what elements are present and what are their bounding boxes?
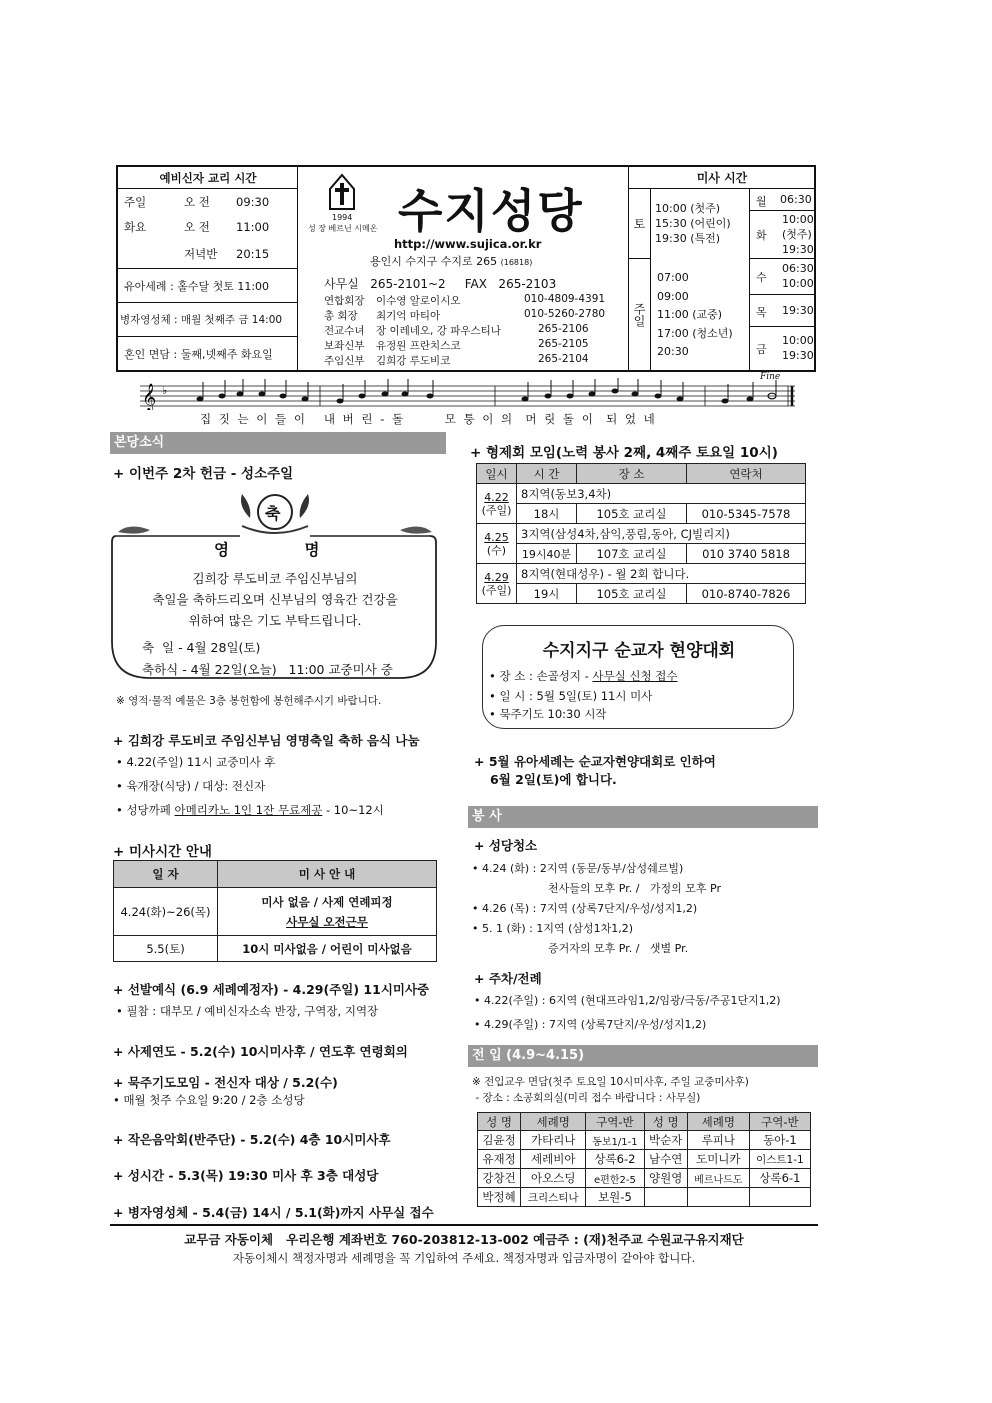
parish-logo-icon [328,173,356,213]
date-cell: 4.24(화)~26(목) [114,888,218,936]
mass-times-panel [628,167,814,370]
offering-note: ※ 영적·물적 예물은 3층 봉헌함에 봉헌해주시기 바랍니다. [116,695,382,707]
mass-guide-table [113,860,437,962]
brotherhood-table [476,463,806,604]
svg-text:♭: ♭ [162,384,168,397]
cleaning-title: + 성당청소 [474,838,538,853]
table-row [477,484,806,504]
col-header: 일시 [477,464,517,484]
baptismal-name-cell: 세레비아 [521,1150,586,1169]
weekday-row [750,327,816,370]
footer-account: 교무금 자동이체 우리은행 계좌번호 760-203812-13-002 예금주 : (재)천주교 수원교구유지재단 [184,1232,744,1247]
phone-cell: 010 3740 5818 [687,544,806,564]
service-header: 봉 사 [468,806,818,828]
table-header-row [114,861,437,888]
infant-baptism-info: 유아세례 : 홀수달 첫토 11:00 [118,269,298,303]
postal-code: (16818) [500,258,533,267]
catechism-row [118,214,298,239]
sunday-times [657,269,733,362]
table-row [477,544,806,564]
martyr-date: • 일 시 : 5월 5일(토) 11시 미사 [489,689,653,703]
date-text: 4.29 [484,570,509,584]
footer-note: 자동이체시 책정자명과 세례명을 꼭 기입하여 주세요. 책정자명과 입금자명이 같아야 합니다. [232,1251,696,1265]
transfer-header: 전 입 (4.9~4.15) [468,1045,818,1067]
mass-time: 10:00 [782,213,814,226]
table-row [478,1188,811,1207]
guide-text: 미사 없음 / 사제 연례피정 [261,894,393,909]
brotherhood-title: + 형제회 모임(노력 봉사 2째, 4째주 토요일 10시) [470,445,778,461]
area-cell: 상록6-2 [586,1150,644,1169]
guide-text: 사무실 오전근무 [286,914,368,929]
mass-time: 10:00 (첫주) [655,202,721,215]
baptism-notice: + 5월 유아세례는 순교자현양대회로 인하여 [474,754,716,769]
name-cell: 양원영 [644,1169,687,1188]
catechism-ampm: 저녁반 [184,246,218,261]
parking-item: • 4.29(주일) : 7지역 (상록7단지/우성/성지1,2) [474,1018,707,1031]
transfer-note: - 장소 : 소공회의실(미리 접수 바랍니다 : 사무실) [472,1092,701,1104]
area-cell: 보원-5 [586,1188,644,1207]
bullet-highlight: 사무실 신청 접수 [592,669,678,683]
baptismal-name-cell [687,1188,749,1207]
music-lyrics: 집 짓 는 이 들 이 내 버 린 - 돌 모 퉁 이 의 머 릿 돌 이 되 었 네 [200,412,657,426]
name-cell: 남수연 [644,1150,687,1169]
martyr-rally-title: 수지지구 순교자 현양대회 [542,641,736,661]
catechism-time: 11:00 [236,219,270,234]
martyr-rosary: • 묵주기도 10:30 시작 [489,707,607,721]
table-row [478,1150,811,1169]
feast-message-line: 위하여 많은 기도 부탁드립니다. [188,613,362,628]
name-cell: 김윤정 [478,1131,521,1150]
baptismal-name-cell: 아오스딩 [521,1169,586,1188]
catechism-day: 화요 [124,219,147,234]
staff-phone: 010-4809-4391 [524,293,606,305]
time-cell: 19시40분 [517,544,577,564]
parking-title: + 주차/전례 [474,971,542,986]
name-cell: 박순자 [644,1131,687,1150]
cleaning-item: • 4.24 (화) : 2지역 (동문/동부/삼성쉐르빌) [472,862,684,875]
table-row [477,564,806,584]
col-header: 미 사 안 내 [218,861,437,888]
col-header: 연락처 [687,464,806,484]
guide-cell [218,888,437,936]
mass-time: 19:30 (특전) [655,232,721,245]
staff-role: 보좌신부 [324,340,365,352]
table-header-row [477,464,806,484]
weekday-label: 목 [756,306,767,319]
weekday-row [750,259,816,295]
place-cell: 105호 교리실 [577,584,687,604]
name-cell [644,1188,687,1207]
weekday-time-list [782,261,814,291]
date-cell: 5.5(토) [114,936,218,962]
mass-time: 10:00 [782,334,814,347]
time-cell: 19시 [517,584,577,604]
rosary-sub: • 매월 첫주 수요일 9:20 / 2층 소성당 [113,1093,305,1107]
phone-cell: 010-8740-7826 [687,584,806,604]
area-cell: 8지역(현대성우) - 월 2회 합니다. [517,564,806,584]
baptismal-name-cell: 크리스티나 [521,1188,586,1207]
area-cell: 동보1/1-1 [586,1131,644,1150]
feast-badge: 축 [265,504,281,523]
place-cell: 107호 교리실 [577,544,687,564]
staff-role: 연합회장 [324,295,365,307]
saturday-times [655,201,731,246]
transfer-table [477,1112,811,1207]
table-row [114,936,437,962]
feast-message-line: 김희강 루도비코 주임신부님의 [192,571,358,586]
place-cell: 105호 교리실 [577,504,687,524]
mass-time: 17:00 (청소년) [657,326,733,340]
bullet-text: - 10~12시 [322,803,384,817]
date-text: 4.25 [484,530,509,544]
cleaning-item-sub: 천사들의 모후 Pr. / 가정의 모후 Pr [548,882,721,895]
mass-time: 09:00 [657,289,689,303]
feast-message-line: 축일을 축하드리오며 신부님의 영육간 건강을 [152,592,398,607]
area-cell [749,1188,810,1207]
martyr-place [489,668,677,684]
feast-food-bullet: • 육개장(식당) / 대상: 전신자 [116,779,266,793]
mass-guide-title: + 미사시간 안내 [113,844,212,860]
baptismal-name-cell: 루피나 [687,1131,749,1150]
guide-cell: 10시 미사없음 / 어린이 미사없음 [218,936,437,962]
col-header: 성 명 [644,1113,687,1131]
selection-rite-sub: • 필참 : 대부모 / 예비신자소속 반장, 구역장, 지역장 [116,1004,379,1018]
weekday-label: 금 [756,343,767,356]
weekday-row [750,295,816,327]
staff-name: 유정원 프란치스코 [376,340,461,352]
mass-time: 07:00 [657,271,689,284]
feast-date: 축 일 - 4월 28일(토) [142,640,261,655]
area-cell: 3지역(삼성4차,삼익,풍림,동아, CJ빌리지) [517,524,806,544]
parish-panel [298,167,628,370]
cleaning-item-sub: 증거자의 모후 Pr. / 샛별 Pr. [548,942,689,955]
day-text: (수) [486,543,507,557]
area-cell: e편한2-5 [586,1169,644,1188]
table-row [477,524,806,544]
table-row [478,1169,811,1188]
parish-patron: 성 장 베르닌 시메온 [308,224,378,233]
footer-divider [110,1224,818,1226]
staff-name: 이수영 알로이시오 [376,295,461,307]
baptismal-name-cell: 가타리나 [521,1131,586,1150]
feast-mass: 축하식 - 4월 22일(오늘) 11:00 교중미사 중 [142,662,393,677]
music-score [140,372,800,428]
catechism-row [118,239,298,269]
weekday-times [749,189,815,370]
feast-message [110,568,440,631]
saturday-label: 토 [629,189,651,259]
table-row [477,504,806,524]
weekday-label: 화 [756,229,767,242]
catechism-ampm: 오 전 [184,219,210,234]
weekday-label: 수 [756,271,767,284]
mass-time: 19:30 [782,349,814,362]
address-text: 용인시 수지구 수지로 265 [370,255,498,268]
svg-text:𝄞: 𝄞 [142,383,157,410]
table-row [114,888,437,936]
date-cell [477,484,517,524]
baptism-notice-2: 6월 2일(토)에 합니다. [490,772,617,787]
marriage-info: 혼인 면담 : 둘째,넷째주 화요일 [124,347,273,361]
staff-name: 장 이레네오, 강 파우스티나 [376,325,501,337]
date-text: 4.22 [484,490,509,504]
weekday-time-list [782,212,814,257]
catechism-panel [118,167,298,370]
col-header: 시 간 [517,464,577,484]
phone-cell: 010-5345-7578 [687,504,806,524]
area-cell: 상록6-1 [749,1169,810,1188]
second-collection-item: + 이번주 2차 헌금 - 성소주일 [113,466,294,482]
rosary-title: + 묵주기도모임 - 전신자 대상 / 5.2(수) [113,1075,338,1090]
date-cell [477,524,517,564]
bullet-text: • 장 소 : 손골성지 - [489,669,593,683]
bullet-text: • 성당까페 [116,803,175,817]
feast-food-bullet: • 4.22(주일) 11시 교중미사 후 [116,755,276,769]
music-staff-icon [140,378,800,410]
staff-role: 총 회장 [324,310,358,322]
mass-time: 20:30 [657,345,689,358]
catechism-time: 09:30 [236,194,270,209]
bulletin-header [116,165,816,372]
mass-time: 19:30 [782,304,814,317]
sick-communion-info: 병자영성체 : 매월 첫째주 금 14:00 [118,303,298,337]
parish-address [370,253,532,269]
staff-role: 전교수녀 [324,325,365,337]
holy-hour-item: + 성시간 - 5.3(목) 19:30 미사 후 3층 대성당 [113,1168,379,1183]
catechism-ampm: 오 전 [184,194,210,209]
mass-times-title: 미사 시간 [629,167,815,189]
feast-title: 영 명 [214,541,320,559]
area-cell: 동아-1 [749,1131,810,1150]
parish-year: 1994 [332,213,353,222]
area-cell: 이스트1-1 [749,1150,810,1169]
date-cell [477,564,517,604]
fine-mark: Fine [760,372,781,382]
weekday-row [750,189,816,211]
staff-phone: 265-2106 [538,323,589,335]
memorial-item: + 사제연도 - 5.2(수) 10시미사후 / 연도후 연령회의 [113,1044,408,1059]
name-cell: 강창건 [478,1169,521,1188]
staff-name: 김희강 루도비코 [376,355,451,367]
feast-food-title: + 김희강 루도비코 주임신부님 영명축일 축하 음식 나눔 [113,733,420,748]
martyr-rally-box [482,625,794,729]
feast-card [110,492,440,682]
sick-communion-item: + 병자영성체 - 5.4(금) 14시 / 5.1(화)까지 사무실 접수 [113,1205,434,1220]
baptismal-name-cell: 베르나드도 [687,1169,749,1188]
weekday-row [750,211,816,259]
catechism-time: 20:15 [236,246,270,261]
transfer-note: ※ 전입교우 면담(첫주 토요일 10시미사후, 주일 교중미사후) [472,1076,749,1088]
staff-phone: 265-2105 [538,338,589,350]
office-phone: 사무실 265-2101~2 FAX 265-2103 [324,277,557,291]
bullet-highlight: 아메리카노 1인 1잔 무료제공 [174,803,323,817]
table-header-row [478,1113,811,1131]
mass-time: 19:30 [782,243,814,256]
name-cell: 박정혜 [478,1188,521,1207]
mass-time: 15:30 (어린이) [655,217,731,230]
area-cell: 8지역(동보3,4차) [517,484,806,504]
table-row [478,1131,811,1150]
weekday-label: 월 [756,195,767,208]
col-header: 구역-반 [586,1113,644,1131]
day-text: (주일) [481,503,512,517]
catechism-title: 예비신자 교리 시간 [118,167,298,189]
cleaning-item: • 4.26 (목) : 7지역 (상록7단지/우성/성지1,2) [472,902,698,915]
day-text: (주일) [481,583,512,597]
mass-time: 10:00 [782,277,814,290]
col-header: 구역-반 [749,1113,810,1131]
parking-item: • 4.22(주일) : 6지역 (현대프라임1,2/임광/극동/주공1단지1,2) [474,994,781,1007]
catechism-day: 주일 [124,194,147,209]
parish-news-header: 본당소식 [110,432,446,454]
selection-rite-title: + 선발예식 (6.9 세례예정자) - 4.29(주일) 11시미사중 [113,982,430,997]
name-cell: 유재정 [478,1150,521,1169]
mass-time: 06:30 [782,262,814,275]
col-header: 일 자 [114,861,218,888]
staff-name: 최기억 마티아 [376,310,441,322]
col-header: 세례명 [521,1113,586,1131]
mass-time: 11:00 (교중) [657,308,723,321]
staff-phone: 010-5260-2780 [524,308,606,320]
parish-name: 수지성당 [398,184,584,238]
catechism-row [118,189,298,214]
weekday-time-list [782,333,814,363]
mass-time: 06:30 [780,193,812,206]
col-header: 장 소 [577,464,687,484]
time-cell: 18시 [517,504,577,524]
staff-phone: 265-2104 [538,353,589,365]
mass-time: (첫주) [782,228,812,241]
col-header: 세례명 [687,1113,749,1131]
table-row [477,584,806,604]
col-header: 성 명 [478,1113,521,1131]
staff-role: 주임신부 [324,355,365,367]
baptismal-name-cell: 도미니카 [687,1150,749,1169]
feast-food-bullet [116,802,384,818]
parish-url[interactable]: http://www.sujica.or.kr [394,237,542,251]
sunday-label: 주일 [629,259,651,370]
cleaning-item: • 5. 1 (화) : 1지역 (삼성1차1,2) [472,922,634,935]
concert-item: + 작은음악회(반주단) - 5.2(수) 4층 10시미사후 [113,1132,391,1147]
